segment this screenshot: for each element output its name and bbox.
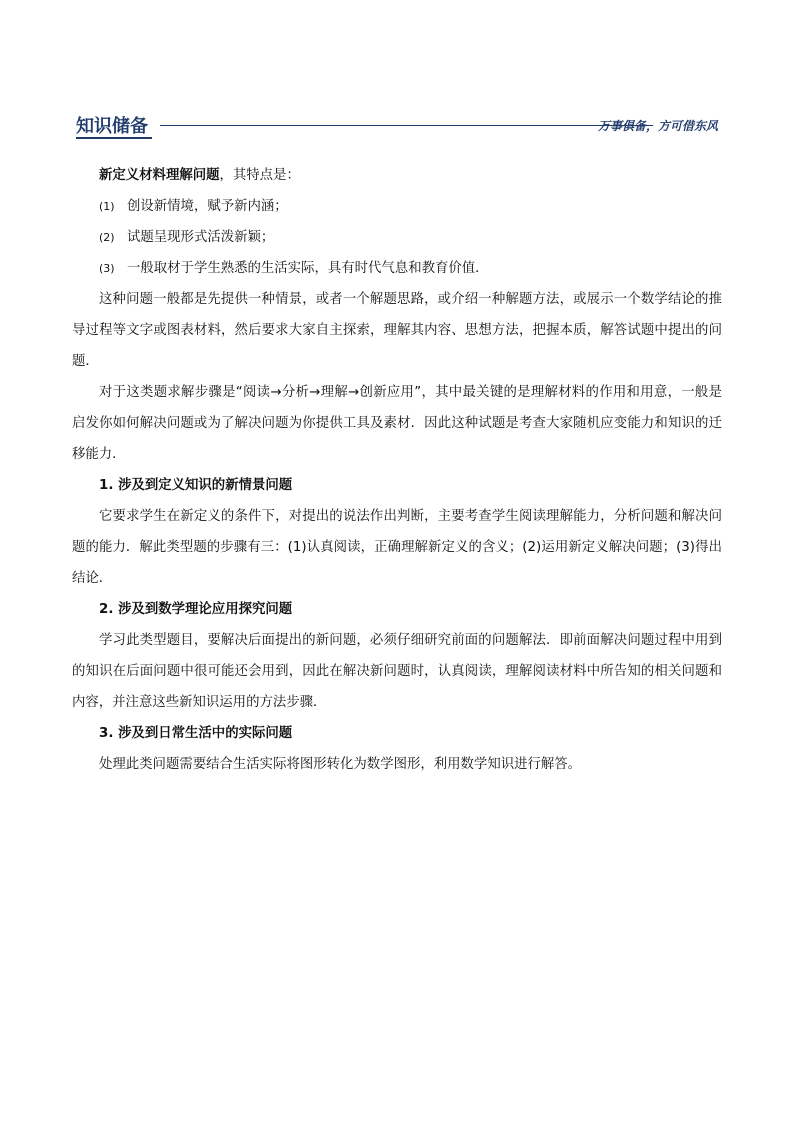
section-body-2: 学习此类型题目，要解决后面提出的新问题，必须仔细研究前面的问题解法．即前面解决问题过程中用到的知识在后面问题中很可能还会用到，因此在解决新问题时，认真阅读，理解阅读材料中所告知的相关问题和内容，并注意这些新知识运用的方法步骤．: [72, 633, 722, 710]
intro-line: [72, 160, 722, 191]
intro-rest: ，其特点是：: [219, 168, 300, 183]
header-divider: [160, 125, 653, 126]
document-body: [72, 160, 722, 780]
section-title: 知识储备: [76, 116, 148, 137]
paragraph-steps: 对于这类题求解步骤是“阅读→分析→理解→创新应用”，其中最关键的是理解材料的作用和用意，一般是启发你如何解决问题或为了解决问题为你提供工具及素材．因此这种试题是考查大家随机应变能力和知识的迁移能力．: [72, 385, 722, 462]
feature-text: 一般取材于学生熟悉的生活实际，具有时代气息和教育价值．: [127, 261, 489, 276]
title-underline: [76, 137, 152, 139]
feature-number: (2): [99, 231, 115, 244]
feature-text: 创设新情境，赋予新内涵；: [127, 199, 288, 214]
intro-lead: 新定义材料理解问题: [99, 168, 220, 183]
section-heading-2: 2. 涉及到数学理论应用探究问题: [99, 602, 293, 617]
section-heading-3: 3. 涉及到日常生活中的实际问题: [99, 726, 293, 741]
feature-item-3: [72, 253, 722, 284]
paragraph-description: 这种问题一般都是先提供一种情景，或者一个解题思路，或介绍一种解题方法，或展示一个数学结论的推导过程等文字或图表材料，然后要求大家自主探索，理解其内容、思想方法，把握本质，解答试题中提出的问题．: [72, 292, 722, 369]
section-heading-1: 1. 涉及到定义知识的新情景问题: [99, 478, 293, 493]
section-body-1: 它要求学生在新定义的条件下，对提出的说法作出判断，主要考查学生阅读理解能力，分析问题和解决问题的能力．解此类型题的步骤有三：(1)认真阅读，正确理解新定义的含义；(2)运用新定义解决问题；(3)得出结论．: [72, 509, 722, 586]
header-motto: 万事俱备，方可借东风: [597, 119, 718, 133]
feature-item-2: [72, 222, 722, 253]
section-body-3: 处理此类问题需要结合生活实际将图形转化为数学图形，利用数学知识进行解答。: [99, 757, 582, 772]
feature-number: (1): [99, 200, 115, 213]
section-header: [76, 110, 718, 140]
feature-item-1: [72, 191, 722, 222]
feature-text: 试题呈现形式活泼新颖；: [127, 230, 275, 245]
feature-number: (3): [99, 262, 115, 275]
